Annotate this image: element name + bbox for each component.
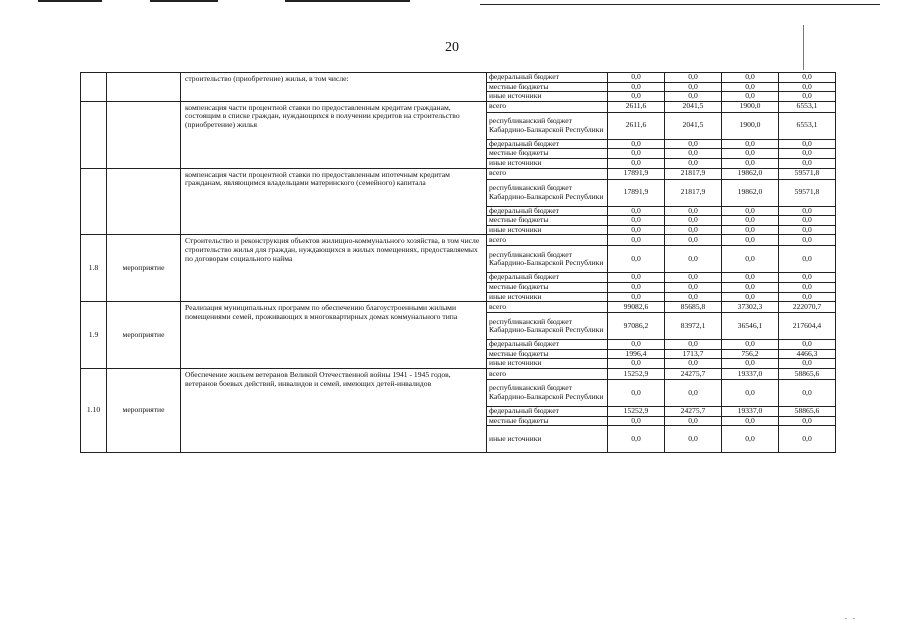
year-value-cell: 0,0: [722, 82, 779, 92]
year-value-cell: 1996,4: [608, 349, 665, 359]
funding-source-label: всего: [489, 235, 507, 245]
funding-source-label: федеральный бюджет: [489, 72, 559, 81]
year-value-cell: 0,0: [722, 246, 779, 273]
item-kind-cell: мероприятие: [107, 302, 181, 369]
year-value-cell: 0,0: [608, 73, 665, 83]
total-value-cell: 0,0: [779, 92, 836, 102]
year-value-cell: 0,0: [722, 292, 779, 302]
funding-source-cell: [487, 216, 608, 226]
year-value-cell: 0,0: [722, 73, 779, 83]
year-value-cell: 0,0: [608, 282, 665, 292]
table-row: [81, 368, 836, 379]
funding-source-cell: [487, 416, 608, 426]
year-value-cell: 0,0: [665, 426, 722, 453]
funding-source-label: местные бюджеты: [489, 416, 549, 425]
year-value-cell: 0,0: [665, 82, 722, 92]
funding-source-label: иные источники: [489, 225, 542, 234]
year-value-cell: 756,2: [722, 349, 779, 359]
year-value-cell: 0,0: [722, 92, 779, 102]
year-value-cell: 0,0: [722, 379, 779, 406]
year-value-cell: 0,0: [608, 235, 665, 246]
funding-source-label: республиканский бюджет Кабардино-Балкарской Республики: [489, 249, 604, 268]
funding-source-cell: [487, 340, 608, 350]
year-value-cell: 24275,7: [665, 406, 722, 416]
year-value-cell: 0,0: [608, 158, 665, 168]
year-value-cell: 0,0: [665, 246, 722, 273]
year-value-cell: 83972,1: [665, 313, 722, 340]
year-value-cell: 0,0: [722, 216, 779, 226]
year-value-cell: 19862,0: [722, 168, 779, 179]
total-value-cell: 0,0: [779, 149, 836, 159]
total-value-cell: 0,0: [779, 235, 836, 246]
scan-edge-line: [285, 0, 410, 2]
funding-source-cell: [487, 359, 608, 369]
year-value-cell: 0,0: [608, 206, 665, 216]
year-value-cell: 0,0: [608, 246, 665, 273]
year-value-cell: 0,0: [722, 158, 779, 168]
funding-source-cell: [487, 426, 608, 453]
funding-source-label: республиканский бюджет Кабардино-Балкарской Республики: [489, 316, 604, 335]
year-value-cell: 0,0: [722, 206, 779, 216]
item-code-cell: [81, 168, 107, 235]
year-value-cell: 0,0: [608, 359, 665, 369]
year-value-cell: 0,0: [665, 273, 722, 283]
year-value-cell: 0,0: [665, 216, 722, 226]
item-kind-cell: мероприятие: [107, 368, 181, 452]
funding-source-cell: [487, 302, 608, 313]
table-row: [81, 73, 836, 83]
funding-source-cell: [487, 206, 608, 216]
year-value-cell: 19337,0: [722, 406, 779, 416]
funding-source-label: местные бюджеты: [489, 215, 549, 225]
total-value-cell: 0,0: [779, 216, 836, 226]
year-value-cell: 19862,0: [722, 179, 779, 206]
total-value-cell: 6553,1: [779, 101, 836, 112]
year-value-cell: 21817,9: [665, 168, 722, 179]
total-value-cell: 0,0: [779, 292, 836, 302]
total-value-cell: 0,0: [779, 273, 836, 283]
funding-source-label: иные источники: [489, 358, 542, 368]
year-value-cell: 0,0: [665, 225, 722, 235]
year-value-cell: 0,0: [722, 273, 779, 283]
item-description-cell: Строительство и реконструкция объектов жилищно-коммунального хозяйства, в том числе строительство жилья для граждан, нуждающихся в жилых помещениях, предоставляемых по договорам социального найма: [181, 235, 487, 302]
item-code-cell: 1.10: [81, 368, 107, 452]
year-value-cell: 0,0: [665, 235, 722, 246]
table-row: [81, 168, 836, 179]
year-value-cell: 21817,9: [665, 179, 722, 206]
funding-source-label: всего: [489, 368, 507, 378]
year-value-cell: 15252,9: [608, 406, 665, 416]
year-value-cell: 0,0: [665, 139, 722, 149]
table-row: [81, 101, 836, 112]
item-code-cell: [81, 73, 107, 102]
year-value-cell: 0,0: [608, 273, 665, 283]
total-value-cell: 4466,3: [779, 349, 836, 359]
total-value-cell: 0,0: [779, 206, 836, 216]
year-value-cell: 97086,2: [608, 313, 665, 340]
funding-source-cell: [487, 149, 608, 159]
funding-source-label: федеральный бюджет: [489, 139, 559, 148]
total-value-cell: 0,0: [779, 416, 836, 426]
funding-source-label: местные бюджеты: [489, 148, 549, 158]
year-value-cell: 0,0: [665, 282, 722, 292]
year-value-cell: 0,0: [665, 92, 722, 102]
funding-source-cell: [487, 379, 608, 406]
year-value-cell: 0,0: [608, 216, 665, 226]
funding-source-cell: [487, 168, 608, 179]
budget-table: [80, 72, 836, 453]
scan-speck: . .: [845, 612, 855, 621]
year-value-cell: 19337,0: [722, 368, 779, 379]
year-value-cell: 1900,0: [722, 112, 779, 139]
year-value-cell: 0,0: [665, 416, 722, 426]
year-value-cell: 0,0: [608, 82, 665, 92]
funding-source-cell: [487, 112, 608, 139]
item-kind-cell: мероприятие: [107, 235, 181, 302]
total-value-cell: 0,0: [779, 246, 836, 273]
year-value-cell: 0,0: [722, 426, 779, 453]
scan-edge-line: [150, 0, 218, 2]
total-value-cell: 0,0: [779, 82, 836, 92]
item-description-cell: компенсация части процентной ставки по предоставленным ипотечным кредитам гражданам, являющимся владельцами материнского (семейного) капитала: [181, 168, 487, 235]
item-kind-cell: [107, 73, 181, 102]
year-value-cell: 37302,3: [722, 302, 779, 313]
total-value-cell: 58865,6: [779, 406, 836, 416]
year-value-cell: 0,0: [722, 235, 779, 246]
year-value-cell: 2611,6: [608, 112, 665, 139]
year-value-cell: 0,0: [722, 340, 779, 350]
funding-source-label: федеральный бюджет: [489, 272, 559, 282]
year-value-cell: 0,0: [608, 292, 665, 302]
funding-source-label: федеральный бюджет: [489, 406, 559, 415]
funding-source-cell: [487, 179, 608, 206]
total-value-cell: 0,0: [779, 225, 836, 235]
total-value-cell: 0,0: [779, 139, 836, 149]
year-value-cell: 0,0: [722, 359, 779, 369]
funding-source-label: федеральный бюджет: [489, 206, 559, 215]
funding-source-label: иные источники: [489, 433, 542, 443]
funding-source-cell: [487, 246, 608, 273]
year-value-cell: 0,0: [665, 379, 722, 406]
year-value-cell: 0,0: [608, 416, 665, 426]
item-description-cell: Реализация муниципальных программ по обеспечению благоустроенными жилыми помещениями семей, проживающих в многоквартирных домах коммунального типа: [181, 302, 487, 369]
item-code-cell: 1.9: [81, 302, 107, 369]
year-value-cell: 24275,7: [665, 368, 722, 379]
funding-source-cell: [487, 225, 608, 235]
total-value-cell: 0,0: [779, 379, 836, 406]
table-row: [81, 302, 836, 313]
funding-source-label: иные источники: [489, 158, 542, 167]
funding-source-cell: [487, 292, 608, 302]
scan-edge-line: [480, 4, 880, 5]
year-value-cell: 0,0: [665, 73, 722, 83]
funding-source-cell: [487, 73, 608, 83]
funding-source-label: республиканский бюджет Кабардино-Балкарской Республики: [489, 383, 604, 401]
year-value-cell: 1900,0: [722, 101, 779, 112]
year-value-cell: 17891,9: [608, 179, 665, 206]
year-value-cell: 0,0: [608, 149, 665, 159]
total-value-cell: 59571,8: [779, 168, 836, 179]
year-value-cell: 0,0: [665, 340, 722, 350]
scan-edge-line: [38, 0, 102, 2]
year-value-cell: 2611,6: [608, 101, 665, 112]
year-value-cell: 2041,5: [665, 101, 722, 112]
total-value-cell: 59571,8: [779, 179, 836, 206]
funding-source-cell: [487, 349, 608, 359]
year-value-cell: 0,0: [608, 92, 665, 102]
year-value-cell: 0,0: [722, 416, 779, 426]
funding-source-label: местные бюджеты: [489, 282, 549, 291]
year-value-cell: 0,0: [608, 426, 665, 453]
total-value-cell: 217604,4: [779, 313, 836, 340]
year-value-cell: 0,0: [722, 139, 779, 149]
funding-source-label: всего: [489, 301, 507, 311]
year-value-cell: 0,0: [665, 206, 722, 216]
year-value-cell: 0,0: [608, 139, 665, 149]
funding-source-label: федеральный бюджет: [489, 339, 559, 349]
funding-source-cell: [487, 273, 608, 283]
funding-source-cell: [487, 139, 608, 149]
year-value-cell: 1713,7: [665, 349, 722, 359]
funding-source-cell: [487, 313, 608, 340]
year-value-cell: 36546,1: [722, 313, 779, 340]
total-value-cell: 6553,1: [779, 112, 836, 139]
year-value-cell: 0,0: [665, 292, 722, 302]
funding-source-cell: [487, 406, 608, 416]
table-row: [81, 235, 836, 246]
total-value-cell: 0,0: [779, 73, 836, 83]
year-value-cell: 17891,9: [608, 168, 665, 179]
item-description-cell: строительство (приобретение) жилья, в том числе:: [181, 73, 487, 102]
year-value-cell: 0,0: [665, 359, 722, 369]
funding-source-cell: [487, 158, 608, 168]
item-kind-cell: [107, 168, 181, 235]
item-code-cell: [81, 101, 107, 168]
funding-source-label: иные источники: [489, 91, 542, 101]
item-code-cell: 1.8: [81, 235, 107, 302]
year-value-cell: 0,0: [665, 158, 722, 168]
total-value-cell: 0,0: [779, 426, 836, 453]
year-value-cell: 0,0: [608, 379, 665, 406]
total-value-cell: 222070,7: [779, 302, 836, 313]
funding-source-cell: [487, 92, 608, 102]
funding-source-cell: [487, 82, 608, 92]
funding-source-label: местные бюджеты: [489, 82, 549, 91]
scan-fold-line: [803, 25, 804, 70]
funding-source-label: иные источники: [489, 292, 542, 301]
funding-source-label: всего: [489, 168, 507, 178]
funding-source-cell: [487, 368, 608, 379]
total-value-cell: 0,0: [779, 359, 836, 369]
year-value-cell: 0,0: [665, 149, 722, 159]
funding-source-cell: [487, 282, 608, 292]
year-value-cell: 0,0: [608, 225, 665, 235]
funding-source-cell: [487, 235, 608, 246]
year-value-cell: 0,0: [608, 340, 665, 350]
year-value-cell: 2041,5: [665, 112, 722, 139]
year-value-cell: 99082,6: [608, 302, 665, 313]
year-value-cell: 0,0: [722, 225, 779, 235]
item-description-cell: Обеспечение жильем ветеранов Великой Отечественной войны 1941 - 1945 годов, ветеранов боевых действий, инвалидов и семей, имеющих детей-инвалидов: [181, 368, 487, 452]
total-value-cell: 0,0: [779, 340, 836, 350]
page-number: 20: [445, 40, 459, 55]
item-kind-cell: [107, 101, 181, 168]
total-value-cell: 0,0: [779, 158, 836, 168]
total-value-cell: 58865,6: [779, 368, 836, 379]
funding-source-label: всего: [489, 101, 507, 111]
funding-source-label: республиканский бюджет Кабардино-Балкарской Республики: [489, 182, 604, 201]
funding-source-label: местные бюджеты: [489, 349, 549, 358]
year-value-cell: 0,0: [722, 149, 779, 159]
year-value-cell: 15252,9: [608, 368, 665, 379]
funding-source-cell: [487, 101, 608, 112]
funding-source-label: республиканский бюджет Кабардино-Балкарской Республики: [489, 116, 604, 134]
year-value-cell: 85685,8: [665, 302, 722, 313]
total-value-cell: 0,0: [779, 282, 836, 292]
item-description-cell: компенсация части процентной ставки по предоставленным кредитам гражданам, состоящим в списке граждан, нуждающихся в получении кредитов на строительство (приобретение) жилья: [181, 101, 487, 168]
year-value-cell: 0,0: [722, 282, 779, 292]
